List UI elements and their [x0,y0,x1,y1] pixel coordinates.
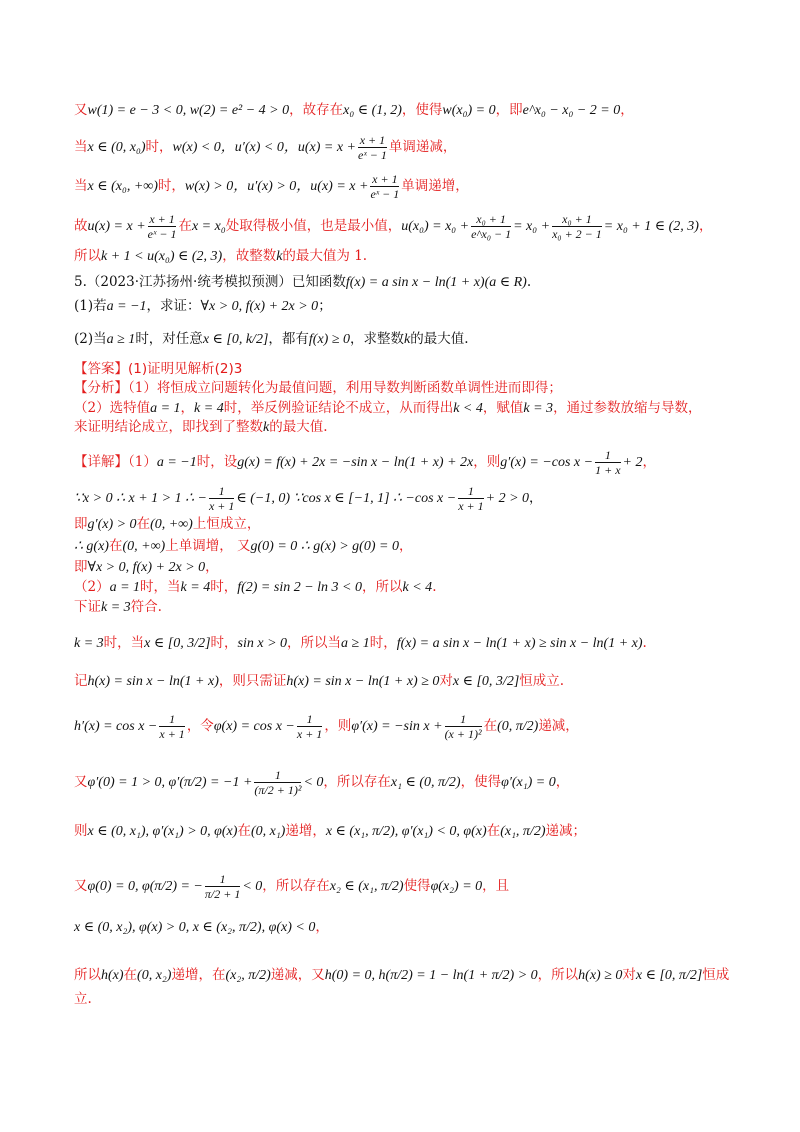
formula: k [276,249,283,264]
fraction [370,172,399,201]
text: ，所以 [537,967,579,983]
text: ； [318,298,332,314]
formula: k = 3 [74,636,104,651]
denominator: x + 1 [159,727,185,741]
text: 在 [178,218,192,234]
formula: g′(x) > 0 [87,517,137,532]
text: 又 [74,774,88,790]
formula: u(x₀) = x₀ + [401,219,470,234]
formula: x₁ ∈ (0, π/2) [390,775,461,790]
text: ，令 [186,718,214,734]
text: 下证 [74,599,101,615]
formula: φ(x₂) = 0 [430,879,483,894]
formula: ∈ (−1, 0) ∵cos x ∈ [−1, 1] ∴ −cos x − [236,491,457,506]
text: ，所以当 [287,635,342,651]
fraction [159,712,184,741]
fraction [458,484,483,513]
answer-tag: 【答案】 [74,361,128,377]
numerator: 1 [219,872,226,886]
text: ， [398,538,413,554]
text: 当 [74,178,88,194]
detail-line-14 [74,918,329,937]
detail-line-16 [74,990,92,1008]
text: ， [529,490,543,506]
denominator: eˣ − 1 [358,148,387,162]
formula: f(x) = a sin x − ln(1 + x)(a ∈ R) [345,275,527,290]
text: ， [315,919,329,935]
text: 所以 [74,248,101,264]
numerator: 1 [467,484,474,498]
text: 恒成立. [519,673,565,689]
text: ，则 [324,718,352,734]
text: 时，设 [196,454,238,470]
numerator: x + 1 [149,212,175,226]
denominator: x + 1 [458,499,484,513]
numerator: x + 1 [359,133,386,147]
detail-line-10 [74,712,579,741]
text: 递增， [285,823,326,839]
formula: ∵x > 0 ∴ x + 1 > 1 ∴ − [74,491,207,506]
text: (1)若 [74,298,107,314]
numerator: 1 [306,712,313,726]
formula: = x₀ + 1 ∈ (2, 3) [603,219,699,234]
text: 记 [74,673,88,689]
formula: x ∈ [0, 3/2] [144,636,211,651]
formula: x ∈ (x₁, π/2), φ′(x₁) < 0, φ(x) [325,824,487,839]
formula: x ∈ (0, x₁), φ′(x₁) > 0, φ(x) [87,824,238,839]
denominator: x + 1 [208,499,235,513]
numerator: 1 [169,712,176,726]
formula: = x₀ + [513,219,551,234]
text: ，使得 [460,774,502,790]
text: ，所以存在 [323,774,391,790]
line-conclusion [74,247,367,266]
text: 使得 [403,878,431,894]
text: （2）选特值 [74,400,151,416]
denominator: x + 1 [296,727,323,741]
formula: h(x) = sin x − ln(1 + x) ≥ 0 [286,674,440,689]
text: (2)当 [74,331,107,347]
text: 递减，又 [270,967,325,983]
denominator: eˣ − 1 [147,227,177,241]
detail-line-5 [74,558,219,577]
formula: x = x₀ [191,219,226,234]
formula: k [263,420,270,435]
text: 在 [486,823,501,839]
text: 单调递增， [401,178,469,194]
analysis-line-1 [74,379,562,397]
text: 时， [369,635,397,651]
numerator: x₀ + 1 [562,212,592,226]
formula: x ∈ (0, x₀) [87,140,146,155]
detail-line-2 [74,484,543,513]
fraction [205,872,240,901]
text: ，求证： [146,298,201,314]
formula: a = −1 [106,299,147,314]
formula: + 2 > 0 [485,491,530,506]
text: 上恒成立， [192,516,261,532]
text: ， [205,559,219,575]
formula: x₀ ∈ (1, 2) [343,103,402,118]
formula: w(x₀) = 0 [442,103,496,118]
formula: φ′(x₁) = 0 [501,775,556,790]
analysis-line-2 [74,399,702,418]
fraction [471,212,511,241]
text: ，则 [473,454,501,470]
text: ， [642,454,656,470]
detail-line-11 [74,768,569,797]
fraction [358,133,387,162]
line-decreasing [74,133,456,162]
formula: < 0 [242,879,263,894]
text: 上单调增， 又 [165,538,251,554]
text: 单调递减， [388,139,457,155]
text: 在 [108,538,123,554]
text: 5.（2023·江苏扬州·统考模拟预测）已知函数 [74,274,346,290]
fraction [445,712,482,741]
text: 的最大值. [410,331,469,347]
numerator: 1 [274,768,281,782]
formula: k = 4 [180,580,211,595]
text: 又 [74,878,88,894]
formula: k < 4 [402,580,433,595]
text: ，故存在 [289,102,344,118]
formula: w(x) > 0，u′(x) > 0，u(x) = x + [184,179,369,194]
formula: φ(0) = 0, φ(π/2) = − [87,879,203,894]
fraction [595,448,620,477]
text: 在 [136,516,151,532]
analysis-line-3 [74,418,328,437]
text: ，求整数 [350,331,405,347]
text: ，且 [482,878,510,894]
formula: x ∈ [0, 3/2] [452,674,520,689]
fraction [297,712,322,741]
text: 处取得极小值，也是最小值， [225,218,402,234]
formula: φ(x) = cos x − [213,719,295,734]
formula: a = −1 [156,455,197,470]
text: 时，当 [140,579,181,595]
denominator: 1 + x [595,463,621,477]
text: 立. [74,991,92,1007]
formula: g′(x) = −cos x − [500,455,594,470]
formula: x ∈ (x₀, +∞) [87,179,158,194]
text: ， [620,102,634,118]
formula: a = 1 [150,401,181,416]
formula: x ∈ [0, k/2] [202,332,269,347]
text: （2） [74,579,110,595]
formula: k < 4 [453,401,483,416]
text: 符合. [130,599,162,615]
denominator: eˣ − 1 [370,187,400,201]
denominator: (π/2 + 1)² [254,783,302,797]
numerator: 1 [604,448,611,462]
detail-line-7 [74,598,162,617]
text: ，通过参数放缩与导数， [553,400,702,416]
text: 故 [74,218,88,234]
text: 则 [74,823,88,839]
text: 对 [439,673,453,689]
text: . [526,274,532,290]
text: ，赋值 [482,400,524,416]
analysis-tag: 【分析】 [74,380,128,396]
formula: h(x) = sin x − ln(1 + x) [87,674,219,689]
formula: k = 4 [194,401,224,416]
text: ，使得 [401,102,443,118]
formula: sin x > 0 [237,636,288,651]
formula: x₂ ∈ (x₁, π/2) [329,879,404,894]
line-minimum [74,212,712,241]
text: ， [180,400,195,416]
text: 即 [74,516,88,532]
text: ，都有 [268,331,309,347]
formula: k [404,332,411,347]
text: 递减， [538,718,579,734]
formula: ∴ g(x) [74,539,109,554]
problem-5-part-1 [74,297,332,316]
numerator: 1 [218,484,225,498]
problem-5-statement [74,273,531,292]
fraction [148,212,177,241]
detail-line-15 [74,966,729,985]
formula: φ′(0) = 1 > 0, φ′(π/2) = −1 + [87,775,253,790]
numerator: 1 [460,712,467,726]
problem-5-part-2 [74,330,469,349]
text: 递增，在 [171,967,226,983]
detail-line-12 [74,822,586,841]
formula: ∀x > 0, f(x) + 2x > 0 [200,299,319,314]
detail-line-6 [74,578,436,597]
formula: k = 3 [101,600,131,615]
line-w-values [74,101,634,120]
numerator: x + 1 [372,172,398,186]
line-increasing [74,172,469,201]
formula: a = 1 [109,580,141,595]
formula: a ≥ 1 [341,636,370,651]
text: 时， [210,579,238,595]
formula: f(x) ≥ 0 [308,332,351,347]
formula: + 2 [622,455,643,470]
formula: (0, x₁) [250,824,286,839]
formula: (x₂, π/2) [225,968,271,983]
text: （1） [128,454,157,470]
formula: k = 3 [523,401,554,416]
detail-line-9 [74,672,564,691]
text: ， [698,218,713,234]
text: 的最大值为 1. [282,248,368,264]
formula: (x₁, π/2) [500,824,546,839]
formula: h(x) [101,968,124,983]
text: ，故整数 [222,248,277,264]
text: 时，对任意 [135,331,203,347]
text: 递减； [545,823,586,839]
formula: g(x) = f(x) + 2x = −sin x − ln(1 + x) + 2x [237,455,474,470]
text: 在 [483,718,498,734]
formula: k + 1 < u(x₀) ∈ (2, 3) [101,249,223,264]
text: 来证明结论成立，即找到了整数 [74,419,263,435]
text: 对 [622,967,636,983]
formula: f(2) = sin 2 − ln 3 < 0 [237,580,363,595]
detail-line-3 [74,515,260,534]
fraction [254,768,301,797]
numerator: x₀ + 1 [476,212,506,226]
answer-text: (1)证明见解析(2)3 [128,361,243,377]
text: 当 [74,139,88,155]
text: 所以 [74,967,101,983]
text: 又 [74,102,88,118]
text: 在 [123,967,138,983]
denominator: e^x₀ − 1 [471,227,512,241]
detail-line-1 [74,448,656,477]
formula: ∀x > 0, f(x) + 2x > 0 [87,560,206,575]
text: . [642,635,647,651]
text: ，所以存在 [262,878,330,894]
text: ，所以 [362,579,403,595]
text: 时， [210,635,238,651]
formula: h(x) ≥ 0 [578,968,623,983]
formula: e^x₀ − x₀ − 2 = 0 [522,103,621,118]
formula: u(x) = x + [87,219,146,234]
formula: w(1) = e − 3 < 0, w(2) = e² − 4 > 0 [87,103,290,118]
text: 时，当 [103,635,145,651]
formula: x ∈ [0, π/2] [635,968,703,983]
text: ， [555,774,570,790]
text: 时，举反例验证结论不成立，从而得出 [223,400,454,416]
text: 的最大值. [269,419,328,435]
denominator: x₀ + 2 − 1 [552,227,602,241]
text: 即 [74,559,88,575]
formula: a ≥ 1 [106,332,136,347]
denominator: (x + 1)² [444,727,482,741]
fraction [209,484,234,513]
detail-line-13 [74,872,509,901]
text: 恒成 [702,967,730,983]
formula: f(x) = a sin x − ln(1 + x) ≥ sin x − ln(1 + x) [396,636,643,651]
detail-line-8 [74,634,647,653]
text: 时， [157,178,185,194]
detail-line-4 [74,537,412,556]
text: . [432,579,437,595]
formula: φ′(x) = −sin x + [351,719,443,734]
text: ，即 [495,102,523,118]
text: ，则只需证 [218,673,287,689]
formula: (0, π/2) [497,719,539,734]
text: （1）将恒成立问题转化为最值问题，利用导数判断函数单调性进而即得； [128,380,562,396]
formula: (0, +∞) [150,517,193,532]
detail-tag: 【详解】 [74,454,128,470]
denominator: π/2 + 1 [204,887,241,901]
formula: (0, +∞) [122,539,166,554]
formula: h′(x) = cos x − [74,719,158,734]
text: 时， [145,139,173,155]
formula: x ∈ (0, x₂), φ(x) > 0, x ∈ (x₂, π/2), φ(x) < 0 [74,920,316,935]
text: 在 [237,823,251,839]
formula: < 0 [303,775,324,790]
formula: h(0) = 0, h(π/2) = 1 − ln(1 + π/2) > 0 [324,968,538,983]
formula: g(0) = 0 ∴ g(x) > g(0) = 0 [250,539,399,554]
fraction [552,212,602,241]
formula: (0, x₂) [137,968,172,983]
formula: w(x) < 0，u′(x) < 0，u(x) = x + [172,140,357,155]
answer-line [74,360,242,378]
